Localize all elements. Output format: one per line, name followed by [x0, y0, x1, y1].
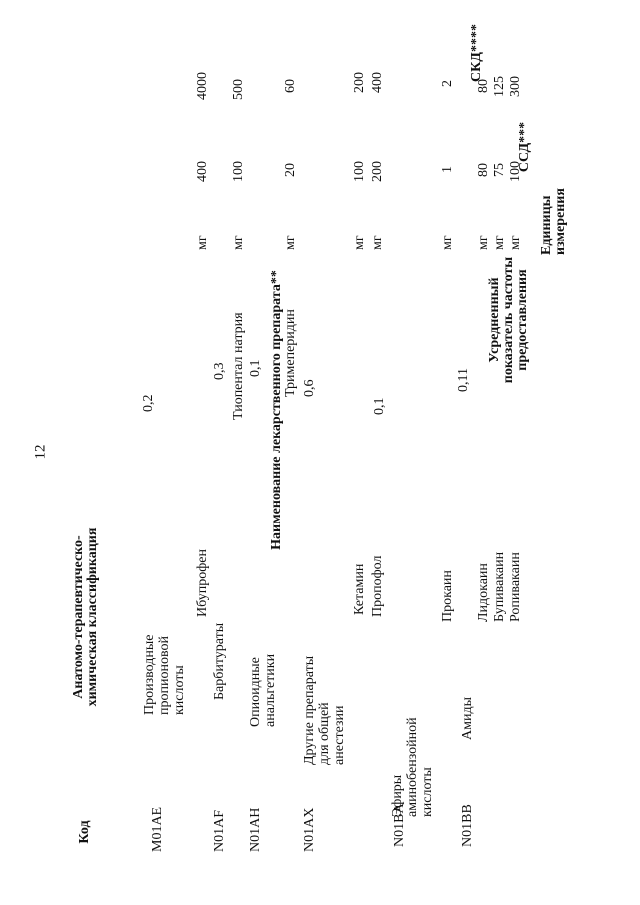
- skd-value: 60: [283, 79, 298, 93]
- header-ssd: ССД***: [517, 121, 532, 173]
- row-freq: 0,6: [302, 379, 317, 397]
- ssd-value: 100: [231, 161, 246, 182]
- header-code: Код: [77, 820, 92, 844]
- unit: мг: [492, 235, 507, 250]
- row-code: N01BA: [392, 803, 407, 847]
- unit: мг: [476, 235, 491, 250]
- row-freq: 0,3: [212, 362, 227, 380]
- unit: мг: [231, 235, 246, 250]
- row-atc: Амиды: [460, 697, 475, 740]
- drug-name: Ропивакаин: [508, 552, 523, 622]
- row-freq: 0,1: [248, 359, 263, 377]
- skd-value: 80: [476, 79, 491, 93]
- header-freq: Усредненный показатель частоты предоставления: [487, 256, 530, 384]
- page-number-text: 12: [32, 444, 49, 460]
- skd-value: 400: [370, 72, 385, 93]
- drug-name: Лидокаин: [476, 563, 491, 622]
- drug-name: Бупивакаин: [492, 551, 507, 622]
- ssd-value: 400: [195, 161, 210, 182]
- ssd-value: 100: [352, 161, 367, 182]
- row-freq: 0,2: [141, 394, 156, 412]
- unit: мг: [440, 235, 455, 250]
- drug-name: Тримеперидин: [283, 309, 298, 397]
- row-atc: Барбитураты: [212, 622, 227, 700]
- header-atc: Анатомо-терапевтическо-химическая классификация: [71, 527, 100, 707]
- drug-name: Кетамин: [352, 563, 367, 615]
- unit: мг: [195, 235, 210, 250]
- ssd-value: 75: [492, 163, 507, 177]
- ssd-value: 100: [508, 161, 523, 182]
- row-code: N01AF: [212, 809, 227, 852]
- row-code: N01BB: [460, 804, 475, 847]
- row-code: M01AE: [150, 806, 165, 852]
- skd-value: 200: [352, 72, 367, 93]
- row-atc: Опиоидные анальгетики: [248, 653, 278, 727]
- unit: мг: [370, 235, 385, 250]
- row-code: N01AH: [248, 807, 263, 852]
- skd-value: 125: [492, 76, 507, 97]
- row-freq: 0,1: [372, 397, 387, 415]
- unit: мг: [283, 235, 298, 250]
- row-atc: Производные пропионовой кислоты: [142, 634, 187, 715]
- drug-name: Тиопентал натрия: [231, 312, 246, 420]
- skd-value: 500: [231, 79, 246, 100]
- unit: мг: [508, 235, 523, 250]
- header-skd: СКД****: [469, 24, 484, 82]
- skd-value: 300: [508, 76, 523, 97]
- row-atc: Другие препараты для общей анестезии: [302, 655, 347, 765]
- unit: мг: [352, 235, 367, 250]
- row-atc: Эфиры аминобензойной кислоты: [390, 717, 435, 817]
- header-drug: Наименование лекарственного препарата**: [269, 270, 284, 550]
- ssd-value: 20: [283, 163, 298, 177]
- ssd-value: 80: [476, 163, 491, 177]
- drug-name: Пропофол: [370, 555, 385, 617]
- drug-name: Прокаин: [440, 570, 455, 622]
- skd-value: 4000: [195, 72, 210, 100]
- ssd-value: 200: [370, 161, 385, 182]
- ssd-value: 1: [440, 166, 455, 173]
- row-freq: 0,11: [456, 368, 471, 392]
- skd-value: 2: [440, 80, 455, 87]
- row-code: N01AX: [302, 807, 317, 852]
- header-unit: Единицы измерения: [539, 188, 568, 255]
- drug-name: Ибупрофен: [195, 549, 210, 617]
